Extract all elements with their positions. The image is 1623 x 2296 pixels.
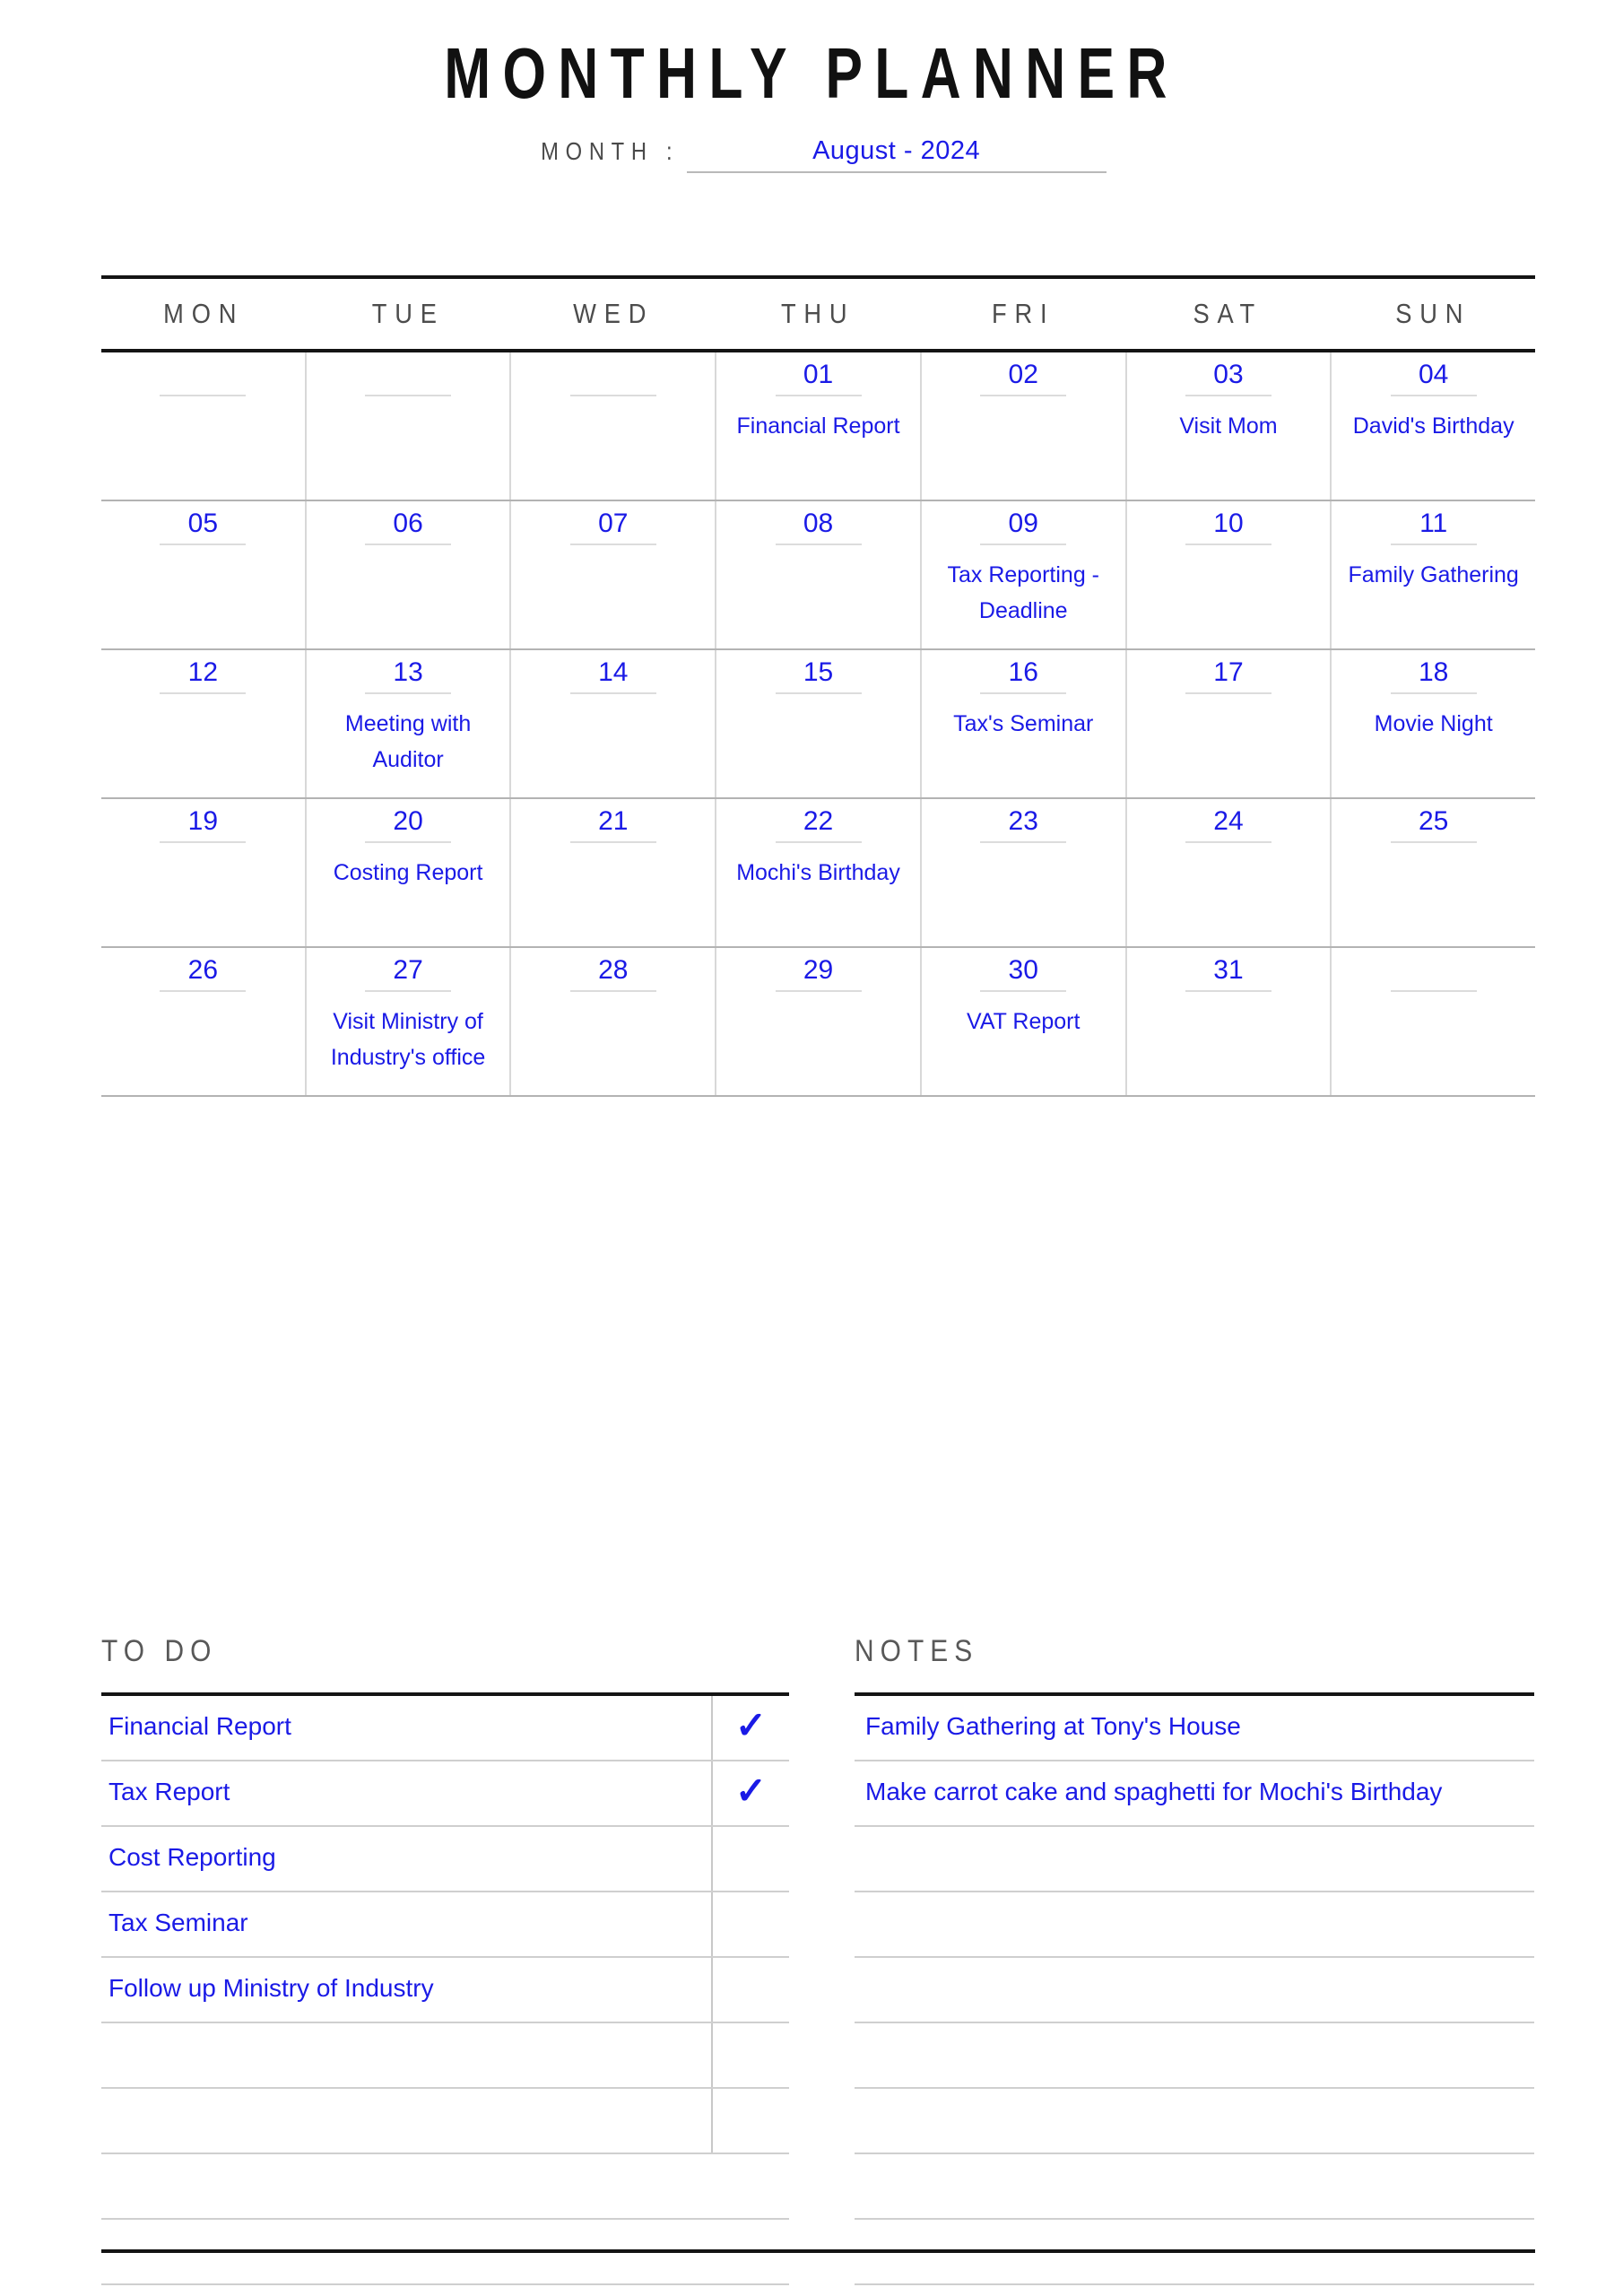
day-write-line (365, 692, 451, 694)
calendar-week-row (101, 650, 1535, 799)
notes-item-text (855, 2119, 865, 2123)
notes-row[interactable] (855, 2023, 1534, 2089)
calendar-day-14[interactable] (509, 650, 715, 797)
todo-row (101, 1827, 789, 1892)
day-write-line (160, 544, 246, 545)
day-number: 21 (598, 806, 629, 836)
todo-row (101, 1696, 789, 1761)
day-event-text[interactable]: Visit Ministry of Industry's office (330, 1009, 486, 1070)
day-write-line (570, 841, 656, 843)
calendar-day-15[interactable] (715, 650, 920, 797)
notes-item-text (855, 1923, 865, 1926)
day-number (101, 360, 305, 390)
day-number: 14 (598, 657, 629, 687)
day-write-line (570, 544, 656, 545)
calendar-day-empty[interactable] (1330, 948, 1535, 1095)
day-write-line (980, 395, 1066, 396)
calendar-week-row (101, 948, 1535, 1097)
day-number: 06 (393, 509, 423, 538)
todo-checkbox[interactable] (711, 2089, 789, 2152)
day-write-line (1185, 395, 1271, 396)
day-write-line (776, 544, 862, 545)
day-write-line (776, 841, 862, 843)
calendar-day-02[interactable] (920, 352, 1125, 500)
calendar-day-22[interactable] (715, 799, 920, 946)
month-value: August - 2024 (812, 136, 981, 165)
day-number: 10 (1213, 509, 1244, 538)
calendar-day-27[interactable] (305, 948, 510, 1095)
calendar-day-31[interactable] (1125, 948, 1331, 1095)
todo-item-label[interactable] (101, 2119, 711, 2123)
day-write-line (365, 841, 451, 843)
day-number: 09 (1008, 509, 1038, 538)
notes-row[interactable] (855, 1696, 1534, 1761)
day-event-text[interactable]: David's Birthday (1352, 413, 1515, 439)
calendar-day-empty[interactable] (509, 352, 715, 500)
day-number: 22 (803, 806, 834, 836)
todo-title: TO DO (101, 1634, 218, 1668)
page-title: MONTHLY PLANNER (444, 33, 1179, 113)
day-number: 31 (1213, 955, 1244, 985)
notes-row[interactable] (855, 2089, 1534, 2154)
todo-item-label[interactable]: Tax Report (108, 1777, 230, 1805)
day-number: 15 (803, 657, 834, 687)
todo-item-label[interactable] (101, 2185, 711, 2188)
todo-checkbox[interactable] (711, 1827, 789, 1891)
day-number: 07 (598, 509, 629, 538)
todo-item-label[interactable]: Cost Reporting (108, 1842, 276, 1871)
day-number: 08 (803, 509, 834, 538)
day-write-line (1185, 841, 1271, 843)
notes-item-text (855, 2054, 865, 2057)
day-number: 28 (598, 955, 629, 985)
todo-row (101, 2154, 789, 2220)
day-write-line (1391, 544, 1477, 545)
calendar-day-23[interactable] (920, 799, 1125, 946)
day-number: 27 (393, 955, 423, 985)
calendar-day-18[interactable] (1330, 650, 1535, 797)
calendar-day-04[interactable] (1330, 352, 1535, 500)
calendar-day-30[interactable] (920, 948, 1125, 1095)
calendar-week-row (101, 352, 1535, 501)
calendar-week-rows (101, 352, 1535, 1097)
day-write-line (365, 990, 451, 992)
day-of-week-sun: SUN (1394, 298, 1471, 329)
calendar-week-row (101, 501, 1535, 650)
day-write-line (160, 841, 246, 843)
day-number: 11 (1419, 509, 1448, 538)
todo-checkbox[interactable] (711, 1761, 789, 1825)
day-number: 30 (1008, 955, 1038, 985)
day-number: 26 (187, 955, 219, 985)
day-event-text[interactable]: Mochi's Birthday (736, 860, 900, 885)
calendar-day-21[interactable] (509, 799, 715, 946)
notes-row[interactable] (855, 1892, 1534, 1958)
notes-row[interactable] (855, 1827, 1534, 1892)
day-write-line (980, 990, 1066, 992)
day-event-text[interactable]: Movie Night (1374, 711, 1493, 736)
todo-checkbox[interactable] (711, 2023, 789, 2087)
day-number: 20 (393, 806, 423, 836)
todo-section (101, 1634, 789, 2285)
check-icon: ✓ (734, 1703, 768, 1746)
todo-row (101, 1892, 789, 1958)
day-of-week-header-row (101, 279, 1535, 349)
day-number: 04 (1418, 360, 1449, 389)
day-of-week-tue: TUE (372, 298, 446, 329)
notes-row[interactable] (855, 1958, 1534, 2023)
day-number: 01 (803, 360, 834, 389)
calendar-day-07[interactable] (509, 501, 715, 648)
notes-list (855, 1696, 1534, 2285)
calendar-day-19[interactable] (101, 799, 305, 946)
day-of-week-wed: WED (573, 298, 655, 329)
day-number: 29 (803, 955, 834, 985)
day-number: 12 (187, 657, 219, 687)
day-write-line (776, 395, 862, 396)
calendar-grid (101, 275, 1535, 1097)
day-number: 25 (1418, 806, 1449, 836)
day-number: 13 (393, 657, 423, 687)
calendar-day-06[interactable] (305, 501, 510, 648)
day-number: 05 (187, 509, 219, 538)
day-write-line (570, 692, 656, 694)
day-write-line (1185, 990, 1271, 992)
calendar-day-09[interactable] (920, 501, 1125, 648)
calendar-day-01[interactable] (715, 352, 920, 500)
notes-item-text (855, 2185, 865, 2188)
day-number (1332, 955, 1535, 986)
day-write-line (776, 692, 862, 694)
day-write-line (570, 395, 656, 396)
calendar-day-12[interactable] (101, 650, 305, 797)
day-number (307, 360, 510, 390)
todo-checkbox[interactable] (711, 1958, 789, 2022)
calendar-day-28[interactable] (509, 948, 715, 1095)
day-event-text[interactable]: Tax Reporting - Deadline (947, 562, 1099, 623)
todo-row (101, 2023, 789, 2089)
notes-item-text: Make carrot cake and spaghetti for Mochi's Birthday (865, 1777, 1443, 1805)
notes-row[interactable] (855, 1761, 1534, 1827)
day-write-line (1185, 692, 1271, 694)
day-write-line (365, 395, 451, 396)
calendar-day-empty[interactable] (305, 352, 510, 500)
day-write-line (1391, 841, 1477, 843)
day-event-text[interactable]: Costing Report (333, 860, 483, 885)
day-write-line (1391, 990, 1477, 992)
calendar-day-29[interactable] (715, 948, 920, 1095)
todo-item-label[interactable]: Financial Report (108, 1711, 291, 1740)
todo-checkbox[interactable] (711, 2154, 789, 2218)
day-number: 03 (1213, 360, 1244, 389)
todo-item-label[interactable] (101, 2054, 711, 2057)
day-write-line (1391, 692, 1477, 694)
day-event-text[interactable]: Tax's Seminar (953, 711, 1094, 736)
notes-item-text (855, 1857, 865, 1861)
day-of-week-sat: SAT (1193, 298, 1263, 329)
day-event-text[interactable]: Meeting with Auditor (344, 711, 472, 772)
day-number: 19 (187, 806, 219, 836)
day-event-text[interactable]: Family Gathering (1348, 562, 1519, 587)
calendar-day-20[interactable] (305, 799, 510, 946)
day-number: 24 (1213, 806, 1244, 836)
day-write-line (776, 990, 862, 992)
day-of-week-fri: FRI (991, 298, 1055, 329)
calendar-day-24[interactable] (1125, 799, 1331, 946)
day-of-week-thu: THU (781, 298, 855, 329)
calendar-day-08[interactable] (715, 501, 920, 648)
day-write-line (980, 544, 1066, 545)
calendar-day-empty[interactable] (101, 352, 305, 500)
day-number: 17 (1213, 657, 1244, 687)
calendar-day-11[interactable] (1330, 501, 1535, 648)
day-of-week-mon: MON (163, 298, 245, 329)
calendar-day-13[interactable] (305, 650, 510, 797)
notes-item-text (855, 1988, 865, 1992)
day-write-line (160, 395, 246, 396)
day-number: 16 (1008, 657, 1038, 687)
day-write-line (160, 692, 246, 694)
month-input[interactable] (687, 136, 1107, 173)
month-field-row (0, 136, 1623, 173)
notes-section (855, 1634, 1534, 2285)
todo-row (101, 1761, 789, 1827)
todo-row (101, 1958, 789, 2023)
day-number: 23 (1008, 806, 1038, 836)
calendar-day-16[interactable] (920, 650, 1125, 797)
calendar-day-05[interactable] (101, 501, 305, 648)
todo-item-label[interactable]: Tax Seminar (108, 1908, 248, 1936)
day-write-line (980, 692, 1066, 694)
month-label: MONTH : (541, 137, 680, 165)
calendar-day-17[interactable] (1125, 650, 1331, 797)
day-write-line (1391, 395, 1477, 396)
todo-list (101, 1696, 789, 2285)
day-write-line (365, 544, 451, 545)
calendar-day-26[interactable] (101, 948, 305, 1095)
todo-row (101, 2089, 789, 2154)
day-write-line (1185, 544, 1271, 545)
day-event-text[interactable]: Visit Mom (1179, 413, 1278, 439)
notes-item-text: Family Gathering at Tony's House (865, 1711, 1241, 1740)
footer-rule (101, 2249, 1535, 2253)
day-number: 02 (1008, 360, 1038, 389)
todo-item-label[interactable]: Follow up Ministry of Industry (108, 1973, 434, 2002)
day-number: 18 (1418, 657, 1449, 687)
calendar-day-10[interactable] (1125, 501, 1331, 648)
calendar-day-25[interactable] (1330, 799, 1535, 946)
todo-checkbox[interactable] (711, 1892, 789, 1956)
day-event-text[interactable]: VAT Report (967, 1009, 1081, 1034)
day-write-line (160, 990, 246, 992)
calendar-day-03[interactable] (1125, 352, 1331, 500)
notes-title: NOTES (855, 1634, 979, 1668)
day-event-text[interactable]: Financial Report (736, 413, 900, 439)
check-icon: ✓ (734, 1769, 768, 1812)
day-write-line (980, 841, 1066, 843)
notes-row[interactable] (855, 2154, 1534, 2220)
day-number (511, 360, 715, 390)
todo-checkbox[interactable] (711, 1696, 789, 1760)
calendar-week-row (101, 799, 1535, 948)
day-write-line (570, 990, 656, 992)
